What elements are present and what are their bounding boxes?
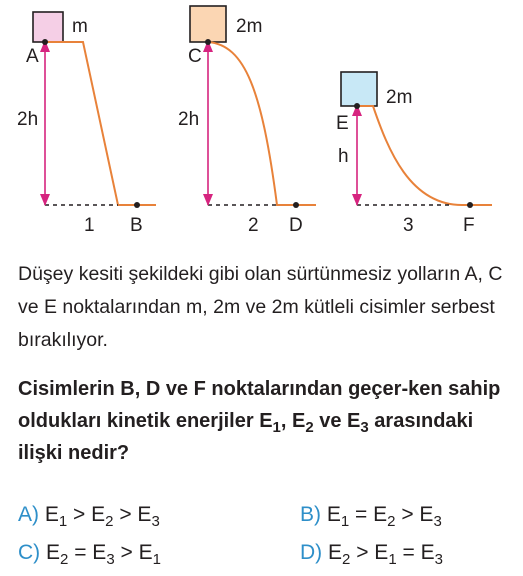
distance-label-1: 1 — [84, 215, 95, 236]
block-2m-e — [341, 72, 377, 106]
subscript: 2 — [105, 513, 114, 530]
subscript: 1 — [272, 419, 281, 436]
subscript: 2 — [305, 419, 314, 436]
option-text: E — [40, 541, 61, 564]
label-f: F — [463, 215, 475, 236]
question-part: , E — [280, 410, 306, 432]
option-letter: D) — [300, 541, 323, 564]
track-2-path — [208, 42, 316, 205]
option-text: > E — [67, 503, 106, 526]
mass-label-3: 2m — [386, 87, 413, 108]
track-2 — [178, 6, 316, 236]
block-2m-c — [190, 6, 226, 42]
option-text: = E — [68, 541, 107, 564]
question-text — [18, 373, 518, 469]
height-label-1: 2h — [17, 109, 39, 130]
subscript: 3 — [106, 551, 115, 568]
option-text: = E — [396, 541, 435, 564]
point-c — [205, 39, 211, 45]
subscript: 3 — [434, 551, 443, 568]
block-m — [33, 12, 63, 42]
height-label-2: 2h — [178, 109, 200, 130]
option-letter: A) — [18, 503, 39, 526]
tracks-figure — [0, 0, 523, 250]
height-label-3: h — [338, 146, 349, 167]
question-part: ve E — [313, 410, 361, 432]
subscript: 2 — [60, 551, 69, 568]
option-d[interactable] — [300, 539, 443, 567]
option-text: > E — [395, 503, 434, 526]
track-1-path — [45, 42, 156, 205]
option-a[interactable] — [18, 501, 160, 529]
subscript: 1 — [340, 513, 350, 530]
subscript: 2 — [387, 513, 396, 530]
distance-label-2: 2 — [248, 215, 259, 236]
point-f — [467, 202, 473, 208]
question-part: Cisimlerin B, D ve F noktalarından geçer-ken sahip oldukları kinetik enerjiler E — [18, 378, 501, 432]
point-d — [293, 202, 299, 208]
label-b: B — [130, 215, 143, 236]
label-e: E — [336, 113, 349, 134]
option-letter: B) — [300, 503, 321, 526]
subscript: 1 — [58, 513, 68, 530]
subscript: 3 — [433, 513, 442, 530]
option-text: = E — [349, 503, 388, 526]
subscript: 1 — [388, 551, 397, 568]
option-letter: C) — [18, 541, 41, 564]
option-text: E — [321, 503, 341, 526]
point-e — [354, 103, 360, 109]
label-a: A — [26, 46, 39, 67]
label-c: C — [188, 46, 202, 67]
mass-label-1: m — [72, 16, 88, 37]
subscript: 3 — [360, 419, 369, 436]
distance-label-3: 3 — [403, 215, 414, 236]
point-a — [42, 39, 48, 45]
option-text: > E — [114, 541, 153, 564]
label-d: D — [289, 215, 303, 236]
option-c[interactable] — [18, 539, 161, 567]
option-b[interactable] — [300, 501, 442, 529]
option-text: > E — [350, 541, 389, 564]
option-text: E — [322, 541, 343, 564]
track-1 — [17, 12, 156, 236]
subscript: 1 — [152, 551, 161, 568]
mass-label-2: 2m — [236, 16, 263, 37]
track-3-path — [357, 106, 492, 205]
option-text: E — [39, 503, 59, 526]
point-b — [134, 202, 140, 208]
question-part: arasındaki ilişki nedir? — [18, 410, 474, 464]
subscript: 3 — [151, 513, 160, 530]
subscript: 2 — [342, 551, 351, 568]
problem-paragraph: Düşey kesiti şekildeki gibi olan sürtünmesiz yolların A, C ve E noktalarından m, 2m ve 2m kütleli cisimler serbest bırakılıyor. — [18, 263, 503, 351]
option-text: > E — [113, 503, 152, 526]
track-3 — [336, 72, 492, 236]
